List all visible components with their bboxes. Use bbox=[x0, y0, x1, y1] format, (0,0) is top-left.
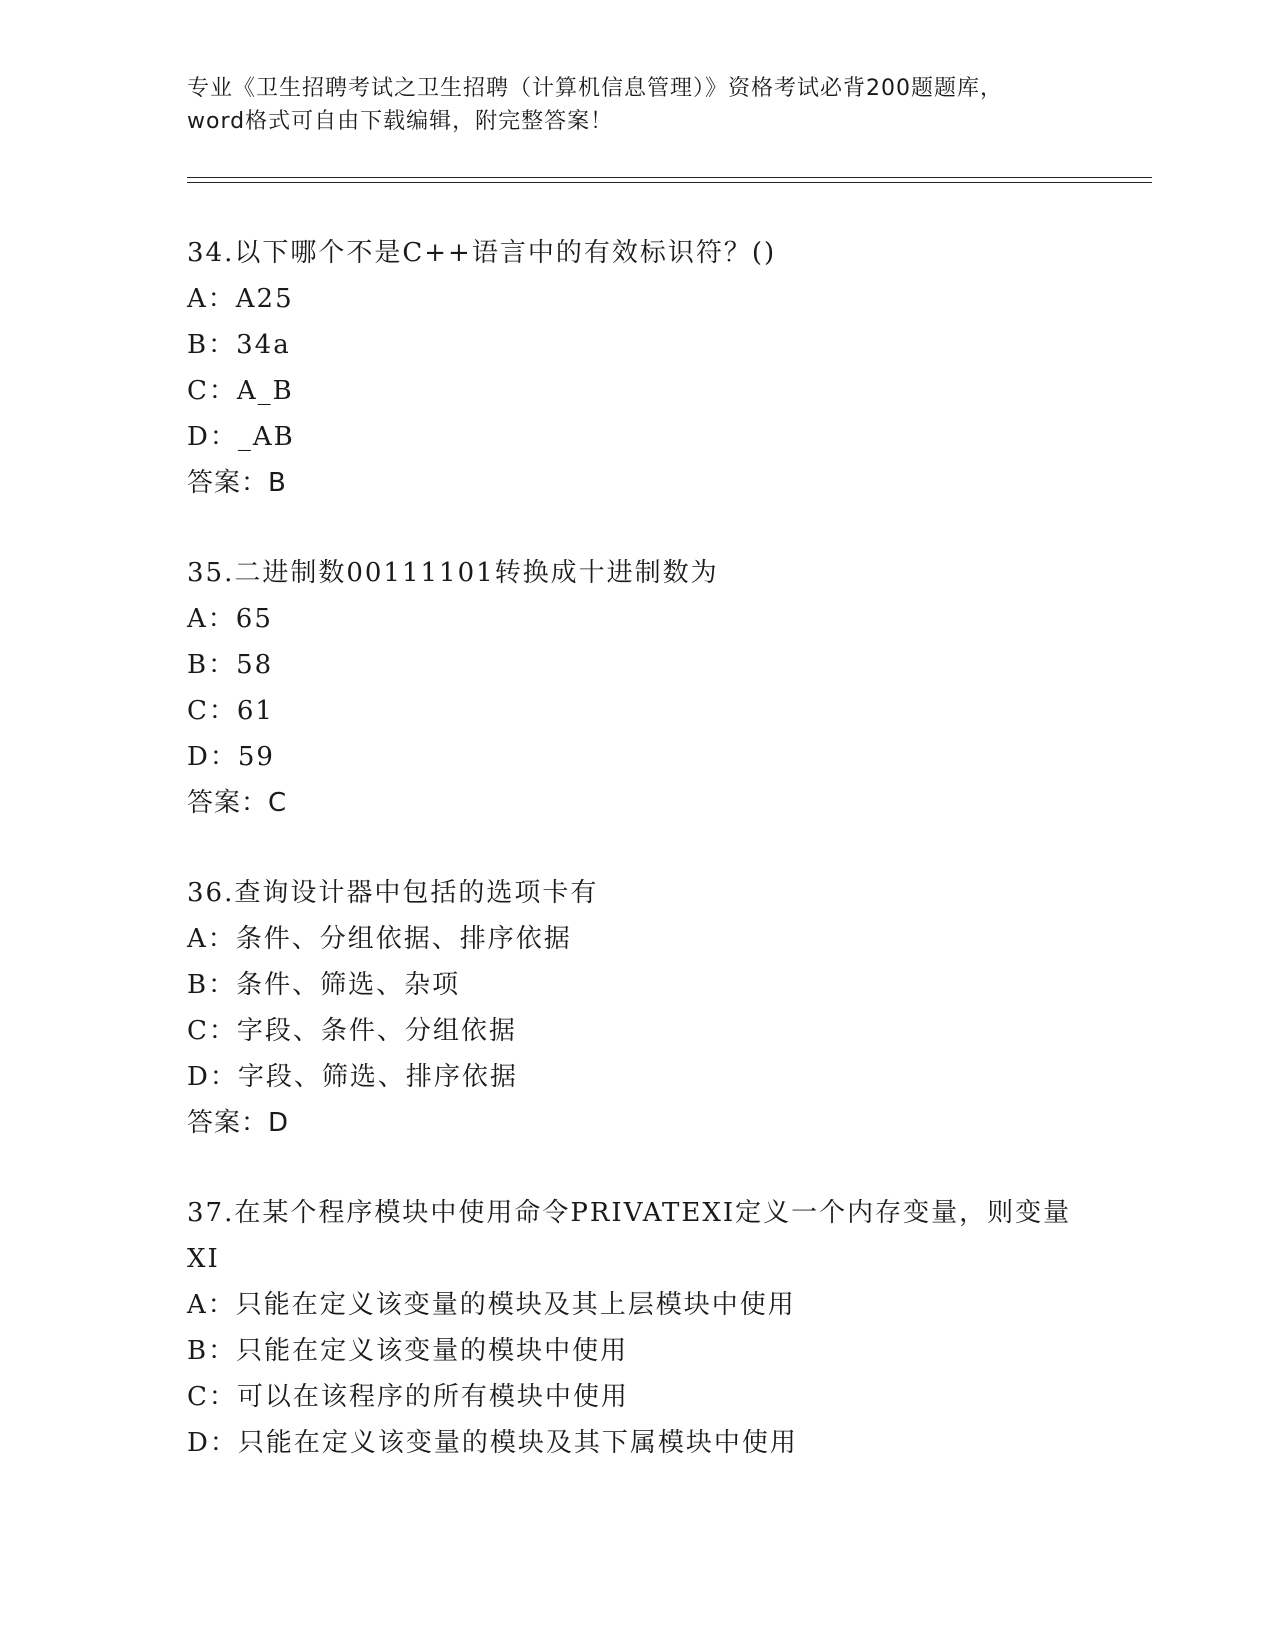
question-stem: 36.查询设计器中包括的选项卡有 bbox=[187, 878, 599, 908]
option-d: D：_AB bbox=[187, 422, 295, 452]
option-c: C：A_B bbox=[187, 376, 294, 406]
option-d: D：字段、筛选、排序依据 bbox=[187, 1062, 518, 1092]
answer-label: 答案：C bbox=[187, 788, 288, 818]
answer-label: 答案：D bbox=[187, 1108, 290, 1138]
document-header bbox=[187, 72, 1087, 138]
question-34 bbox=[187, 230, 1087, 506]
option-a: A：只能在定义该变量的模块及其上层模块中使用 bbox=[187, 1290, 796, 1320]
option-c: C：字段、条件、分组依据 bbox=[187, 1016, 517, 1046]
header-title-line-2: word格式可自由下载编辑，附完整答案！ bbox=[187, 109, 614, 134]
question-stem: 34.以下哪个不是C++语言中的有效标识符？() bbox=[187, 238, 777, 268]
option-b: B：条件、筛选、杂项 bbox=[187, 970, 461, 1000]
header-divider-bottom bbox=[187, 182, 1152, 183]
question-stem: 35.二进制数00111101转换成十进制数为 bbox=[187, 558, 719, 588]
option-a: A：条件、分组依据、排序依据 bbox=[187, 924, 572, 954]
question-37 bbox=[187, 1190, 1087, 1466]
answer-label: 答案：B bbox=[187, 468, 287, 498]
question-36 bbox=[187, 870, 1087, 1146]
option-b: B：只能在定义该变量的模块中使用 bbox=[187, 1336, 629, 1366]
option-c: C：可以在该程序的所有模块中使用 bbox=[187, 1382, 629, 1412]
question-stem-line-2: XI bbox=[187, 1244, 220, 1274]
header-title-line-1: 专业《卫生招聘考试之卫生招聘（计算机信息管理）》资格考试必背200题题库， bbox=[187, 76, 1003, 101]
option-d: D：只能在定义该变量的模块及其下属模块中使用 bbox=[187, 1428, 798, 1458]
option-b: B：34a bbox=[187, 330, 291, 360]
header-divider-top bbox=[187, 177, 1152, 178]
option-c: C：61 bbox=[187, 696, 274, 726]
option-a: A：65 bbox=[187, 604, 273, 634]
option-b: B：58 bbox=[187, 650, 274, 680]
question-35 bbox=[187, 550, 1087, 826]
option-a: A：A25 bbox=[187, 284, 294, 314]
question-stem-line-1: 37.在某个程序模块中使用命令PRIVATEXI定义一个内存变量，则变量 bbox=[187, 1198, 1072, 1228]
option-d: D：59 bbox=[187, 742, 275, 772]
